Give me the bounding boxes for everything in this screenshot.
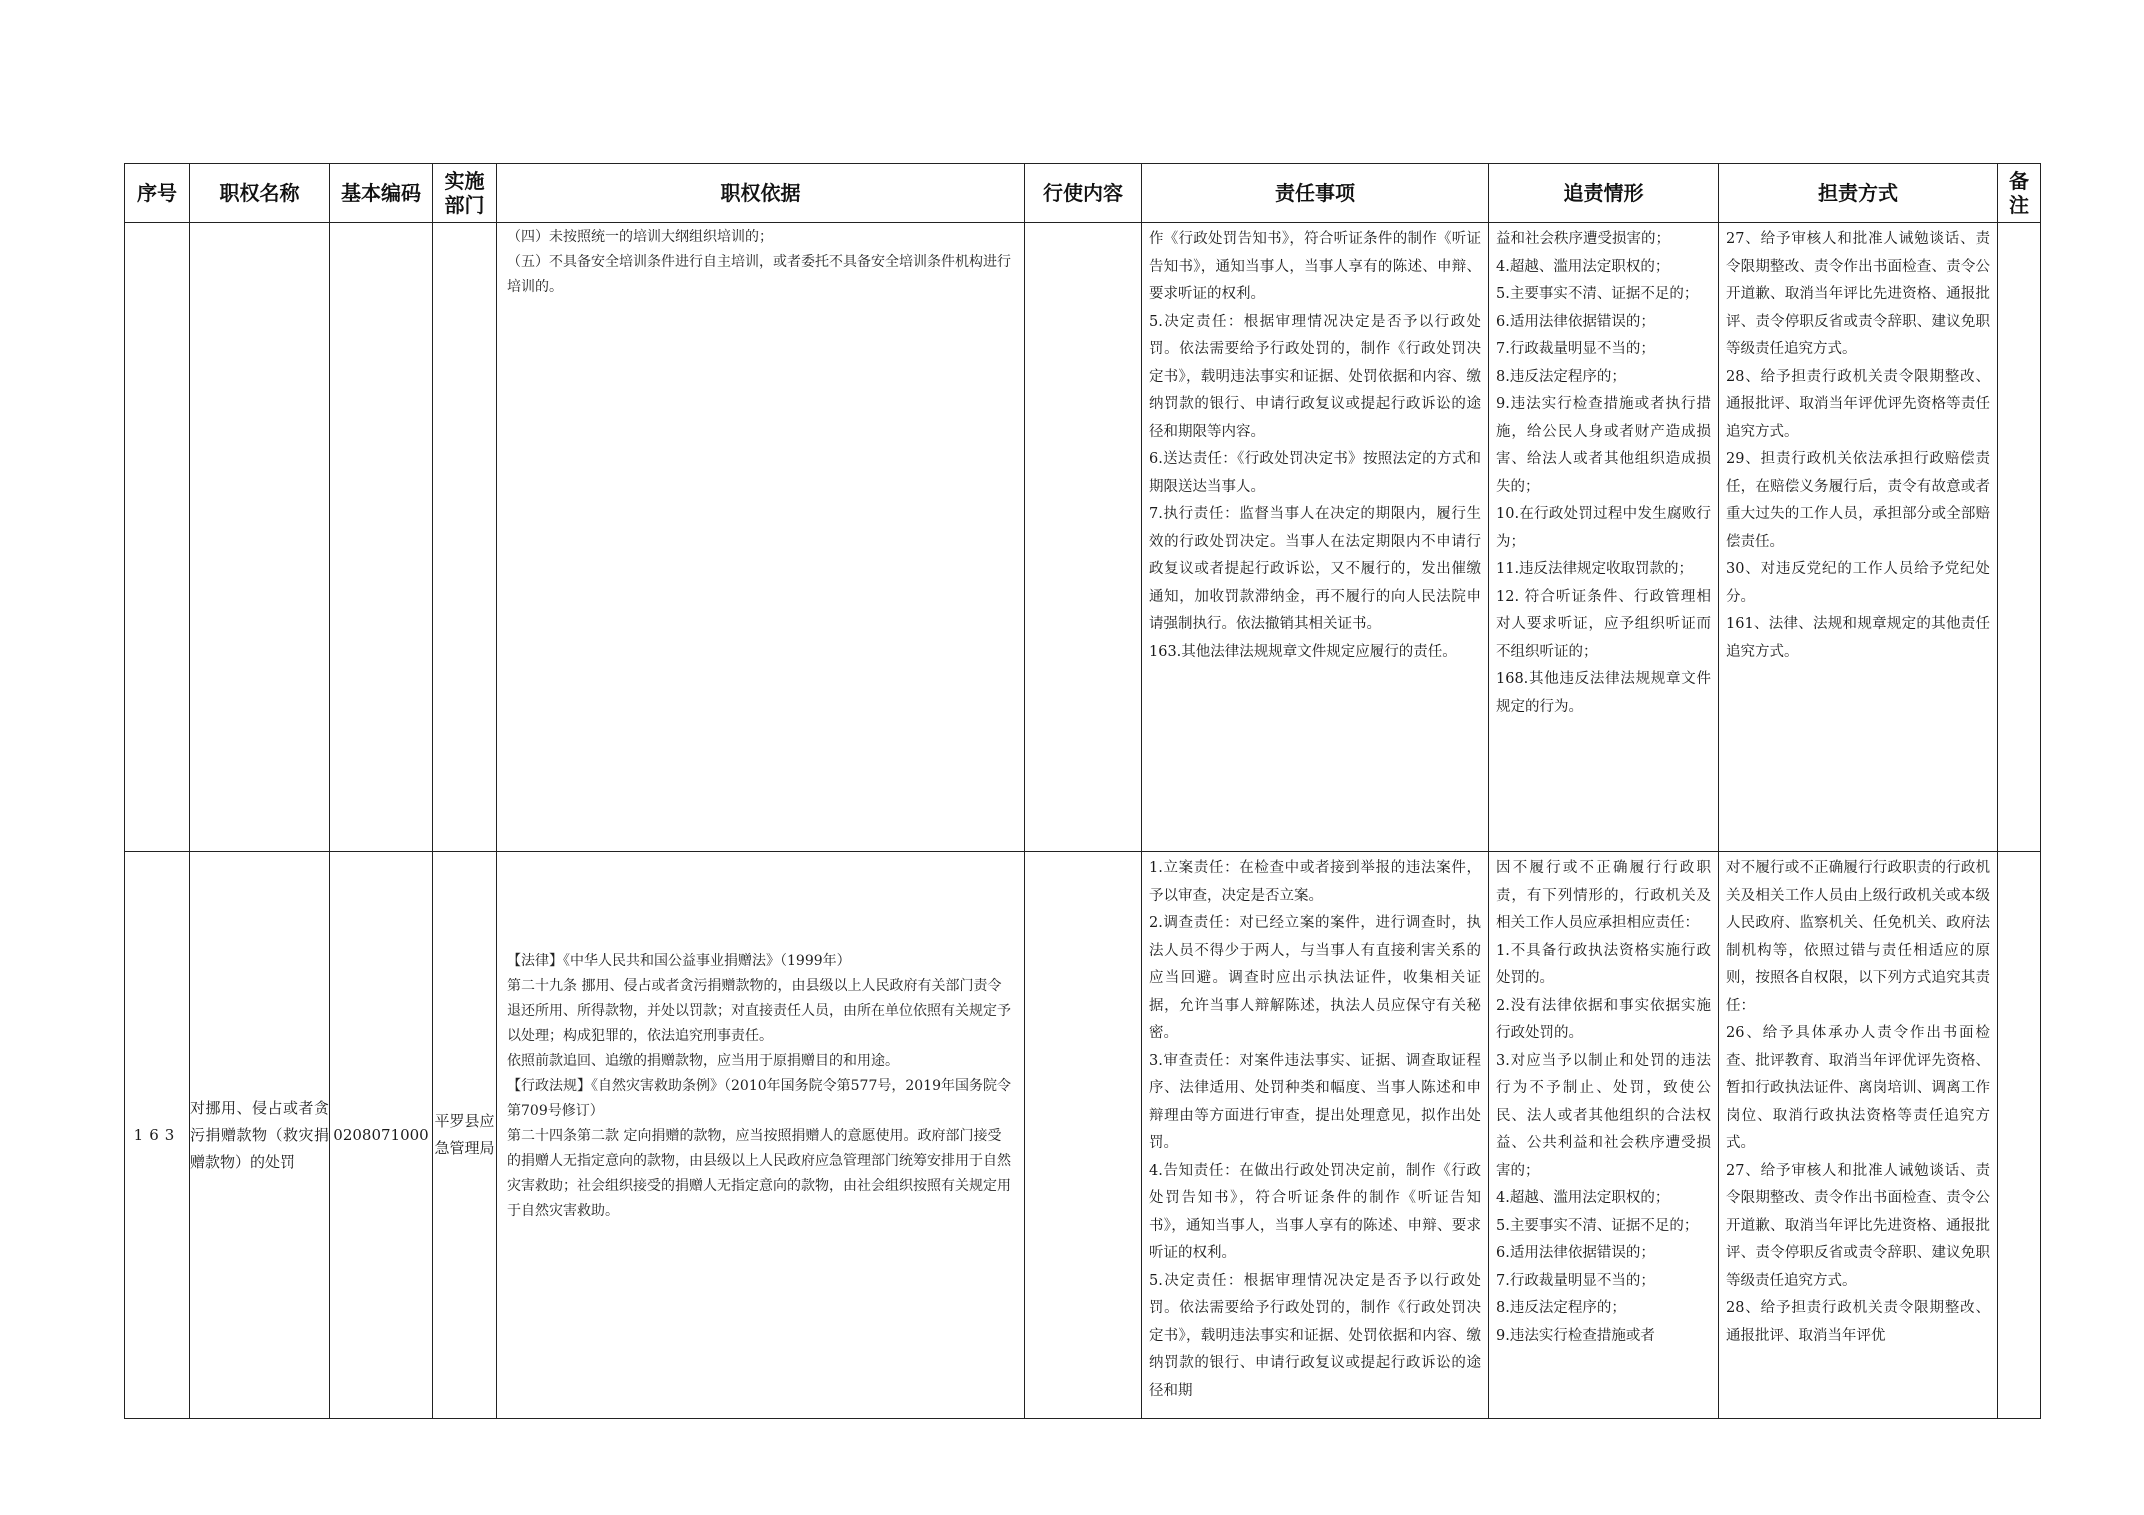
- cell-seq: [125, 223, 190, 852]
- cell-liability: [1719, 852, 1998, 1419]
- cell-liability: [1719, 223, 1998, 852]
- responsibility-text: 作《行政处罚告知书》，符合听证条件的制作《听证告知书》，通知当事人，当事人享有的陈述、申辩、要求听证的权利。 5.决定责任：根据审理情况决定是否予以行政处罚。依法需要给予行政处罚的，制作《行政处罚决定书》，载明违法事实和证据、处罚依据和内容、缴纳罚款的银行、申请行政复议或提起行政诉讼的途径和期限等内容。 6.送达责任：《行政处罚决定书》按照法定的方式和期限送达当事人。 7.执行责任：监督当事人在决定的期限内，履行生效的行政处罚决定。当事人在法定期限内不申请行政复议或者提起行政诉讼，又不履行的，发出催缴通知，加收罚款滞纳金，再不履行的向人民法院申请强制执行。依法撤销其相关证书。 163.其他法律法规规章文件规定应履行的责任。: [1149, 231, 1481, 660]
- responsibility-text: 1.立案责任：在检查中或者接到举报的违法案件，予以审查，决定是否立案。 2.调查责任：对已经立案的案件，进行调查时，执法人员不得少于两人，与当事人有直接利害关系的应当回避。调查时应出示执法证件，收集相关证据，允许当事人辩解陈述，执法人员应保守有关秘密。 3.审查责任：对案件违法事实、证据、调查取证程序、法律适用、处罚种类和幅度、当事人陈述和申辩理由等方面进行审查，提出处理意见，拟作出处罚。 4.告知责任：在做出行政处罚决定前，制作《行政处罚告知书》，符合听证条件的制作《听证告知书》，通知当事人，当事人享有的陈述、申辩、要求听证的权利。 5.决定责任：根据审理情况决定是否予以行政处罚。依法需要给予行政处罚的，制作《行政处罚决定书》，载明违法事实和证据、处罚依据和内容、缴纳罚款的银行、申请行政复议或提起行政诉讼的途径和期: [1149, 860, 1481, 1399]
- header-responsibility: 责任事项: [1142, 164, 1489, 223]
- cell-power-basis: [497, 223, 1025, 852]
- header-power-basis: 职权依据: [497, 164, 1025, 223]
- cell-implementing-dept: 平罗县应急管理局: [433, 852, 497, 1419]
- cell-exercise-content: [1025, 852, 1142, 1419]
- header-power-name: 职权名称: [190, 164, 330, 223]
- header-remark: 备 注: [1998, 164, 2041, 223]
- cell-accountability: [1489, 223, 1719, 852]
- header-accountability: 追责情形: [1489, 164, 1719, 223]
- cell-basic-code: 0208071000: [330, 852, 433, 1419]
- header-seq: 序号: [125, 164, 190, 223]
- cell-implementing-dept: [433, 223, 497, 852]
- table-header-row: [125, 164, 2041, 223]
- cell-seq: 163: [125, 852, 190, 1419]
- header-implementing-dept: 实施 部门: [433, 164, 497, 223]
- table-row: [125, 223, 2041, 852]
- cell-power-basis: [497, 852, 1025, 1419]
- accountability-text: 益和社会秩序遭受损害的； 4.超越、滥用法定职权的； 5.主要事实不清、证据不足的； 6.适用法律依据错误的； 7.行政裁量明显不当的； 8.违反法定程序的； 9.违法实行检查措施或者执行措施，给公民人身或者财产造成损害、给法人或者其他组织造成损失的； 10.在行政处罚过程中发生腐败行为； 11.违反法律规定收取罚款的； 12. 符合听证条件、行政管理相对人要求听证，应予组织听证而不组织听证的； 168.其他违反法律法规规章文件规定的行为。: [1496, 231, 1711, 715]
- table-row: [125, 852, 2041, 1419]
- cell-power-name: 对挪用、侵占或者贪污捐赠款物（救灾捐赠款物）的处罚: [190, 852, 330, 1419]
- liability-text: 27、给予审核人和批准人诫勉谈话、责令限期整改、责令作出书面检查、责令公开道歉、取消当年评比先进资格、通报批评、责令停职反省或责令辞职、建议免职等级责任追究方式。 28、给予担责行政机关责令限期整改、通报批评、取消当年评优评先资格等责任追究方式。 29、担责行政机关依法承担行政赔偿责任，在赔偿义务履行后，责令有故意或者重大过失的工作人员，承担部分或全部赔偿责任。 30、对违反党纪的工作人员给予党纪处分。 161、法律、法规和规章规定的其他责任追究方式。: [1726, 231, 1990, 660]
- liability-text: 对不履行或不正确履行行政职责的行政机关及相关工作人员由上级行政机关或本级人民政府、监察机关、任免机关、政府法制机构等，依照过错与责任相适应的原则，按照各自权限，以下列方式追究其责任： 26、给予具体承办人责令作出书面检查、批评教育、取消当年评优评先资格、暂扣行政执法证件、离岗培训、调离工作岗位、取消行政执法资格等责任追究方式。 27、给予审核人和批准人诫勉谈话、责令限期整改、责令作出书面检查、责令公开道歉、取消当年评比先进资格、通报批评、责令停职反省或责令辞职、建议免职等级责任追究方式。 28、给予担责行政机关责令限期整改、通报批评、取消当年评优: [1726, 860, 1990, 1344]
- cell-basic-code: [330, 223, 433, 852]
- cell-remark: [1998, 223, 2041, 852]
- cell-power-name: [190, 223, 330, 852]
- cell-remark: [1998, 852, 2041, 1419]
- cell-exercise-content: [1025, 223, 1142, 852]
- header-liability: 担责方式: [1719, 164, 1998, 223]
- cell-responsibility: [1142, 223, 1489, 852]
- accountability-text: 因不履行或不正确履行行政职责，有下列情形的，行政机关及相关工作人员应承担相应责任： 1.不具备行政执法资格实施行政处罚的。 2.没有法律依据和事实依据实施行政处罚的。 3.对应当予以制止和处罚的违法行为不予制止、处罚，致使公民、法人或者其他组织的合法权益、公共利益和社会秩序遭受损害的； 4.超越、滥用法定职权的； 5.主要事实不清、证据不足的； 6.适用法律依据错误的； 7.行政裁量明显不当的； 8.违反法定程序的； 9.违法实行检查措施或者: [1496, 860, 1711, 1344]
- cell-responsibility: [1142, 852, 1489, 1419]
- basis-text: （四）未按照统一的培训大纲组织培训的； （五）不具备安全培训条件进行自主培训，或者委托不具备安全培训条件机构进行培训的。: [507, 229, 1011, 295]
- powers-table: [124, 163, 2041, 1419]
- header-basic-code: 基本编码: [330, 164, 433, 223]
- header-exercise-content: 行使内容: [1025, 164, 1142, 223]
- basis-text: 【法律】《中华人民共和国公益事业捐赠法》（1999年） 第二十九条 挪用、侵占或者贪污捐赠款物的，由县级以上人民政府有关部门责令退还所用、所得款物，并处以罚款；对直接责任人员，由所在单位依照有关规定予以处理；构成犯罪的，依法追究刑事责任。 依照前款追回、追缴的捐赠款物，应当用于原捐赠目的和用途。 【行政法规】《自然灾害救助条例》（2010年国务院令第577号，2019年国务院令第709号修订） 第二十四条第二款 定向捐赠的款物，应当按照捐赠人的意愿使用。政府部门接受的捐赠人无指定意向的款物，由县级以上人民政府应急管理部门统筹安排用于自然灾害救助；社会组织接受的捐赠人无指定意向的款物，由社会组织按照有关规定用于自然灾害救助。: [507, 953, 1011, 1219]
- cell-accountability: [1489, 852, 1719, 1419]
